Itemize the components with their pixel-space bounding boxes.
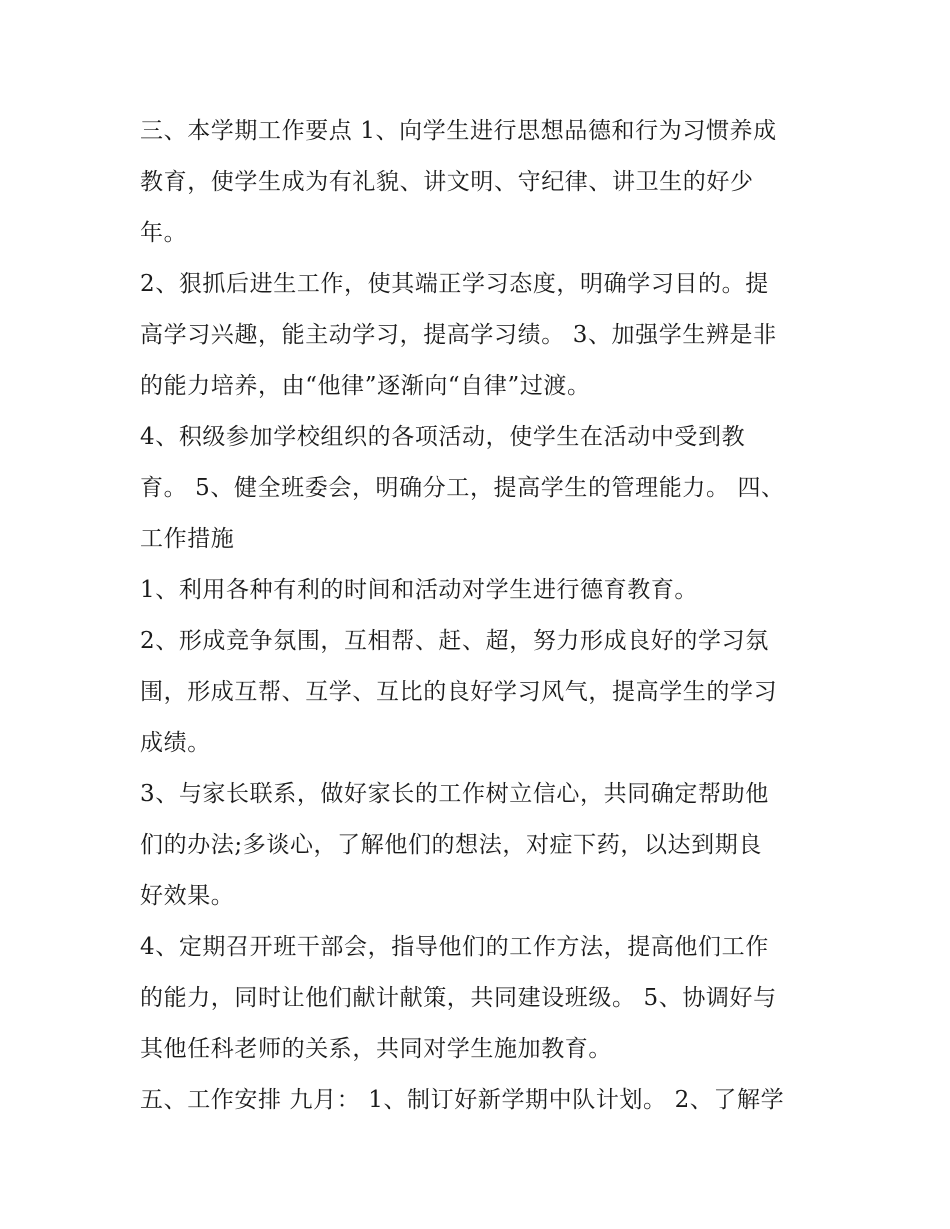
text-line: 3、与家长联系，做好家长的工作树立信心，共同确定帮助他	[140, 781, 769, 807]
text-line: 的能力，同时让他们献计献策，共同建设班级。 5、协调好与	[140, 985, 777, 1011]
text-line: 高学习兴趣，能主动学习，提高学习绩。 3、加强学生辨是非	[140, 322, 777, 348]
text-line: 三、本学期工作要点 1、向学生进行思想品德和行为习惯养成	[140, 118, 777, 144]
text-line: 年。	[140, 220, 188, 246]
text-line: 4、积级参加学校组织的各项活动，使学生在活动中受到教	[140, 424, 746, 450]
text-line: 育。 5、健全班委会，明确分工，提高学生的管理能力。 四、	[140, 475, 785, 501]
text-line: 其他任科老师的关系，共同对学生施加教育。	[140, 1036, 612, 1062]
text-line: 4、定期召开班干部会，指导他们的工作方法，提高他们工作	[140, 934, 769, 960]
text-line: 成绩。	[140, 730, 211, 756]
text-line: 围，形成互帮、互学、互比的良好学习风气，提高学生的学习	[140, 679, 778, 705]
text-line: 工作措施	[140, 526, 235, 552]
text-line: 好效果。	[140, 883, 235, 909]
document-body	[140, 106, 820, 1126]
text-line: 2、狠抓后进生工作，使其端正学习态度，明确学习目的。提	[140, 271, 769, 297]
text-line: 2、形成竞争氛围，互相帮、赶、超，努力形成良好的学习氛	[140, 628, 769, 654]
text-line: 1、利用各种有利的时间和活动对学生进行德育教育。	[140, 577, 699, 603]
text-line: 们的办法;多谈心，了解他们的想法，对症下药，以达到期良	[140, 832, 762, 858]
text-line: 五、工作安排 九月： 1、制订好新学期中队计划。 2、了解学	[140, 1087, 785, 1113]
text-line: 教育，使学生成为有礼貌、讲文明、守纪律、讲卫生的好少	[140, 169, 754, 195]
text-line: 的能力培养，由“他律”逐渐向“自律”过渡。	[140, 373, 591, 399]
